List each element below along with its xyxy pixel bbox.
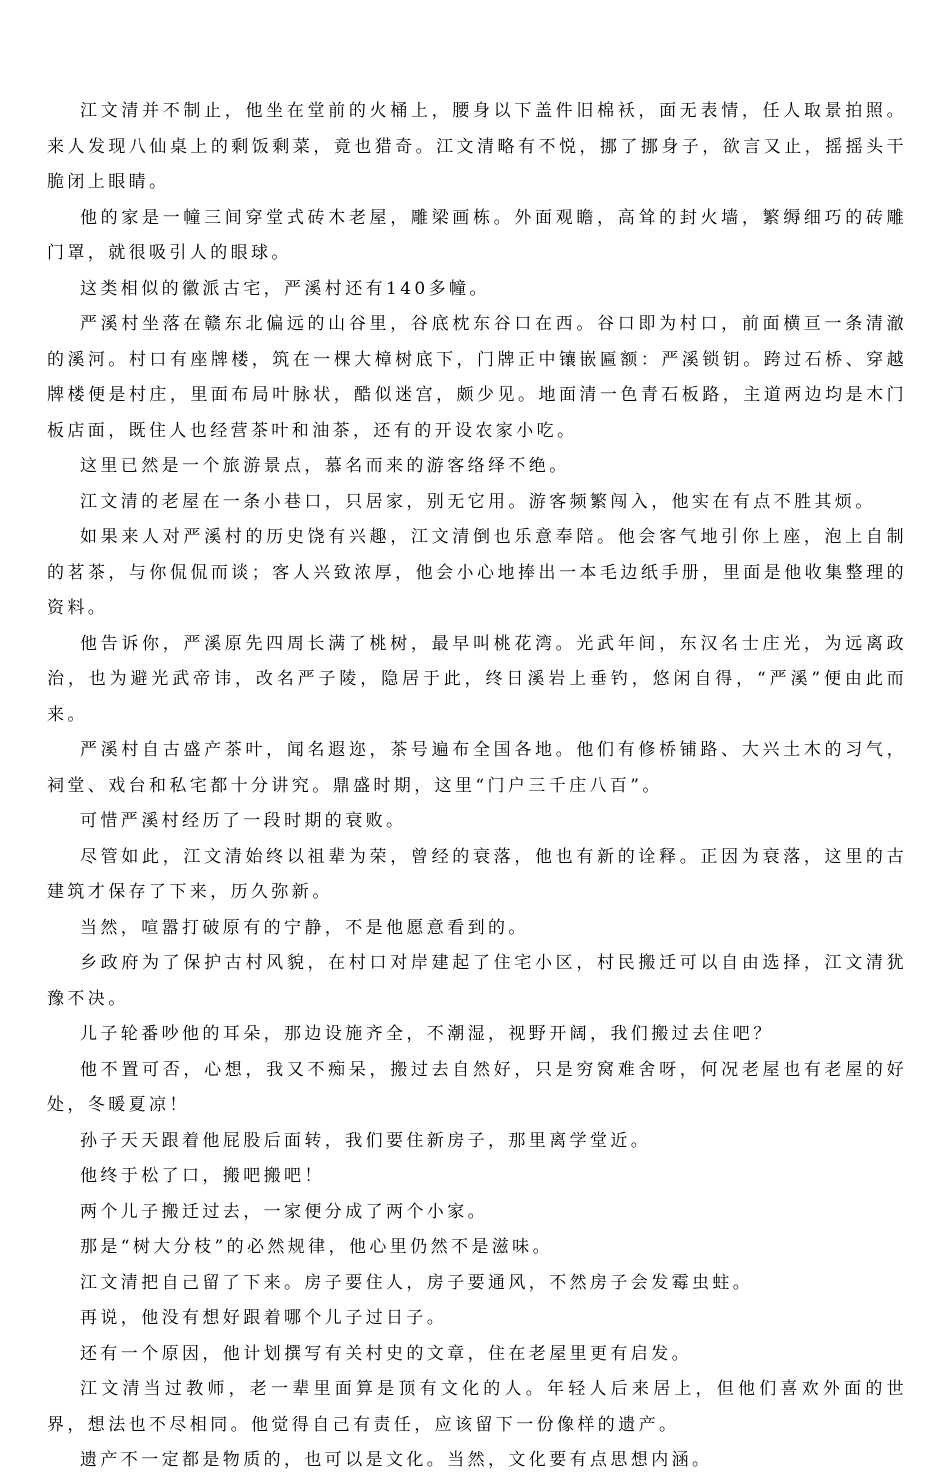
paragraph: 他的家是一幢三间穿堂式砖木老屋，雕梁画栋。外面观瞻，高耸的封火墙，繁缛细巧的砖雕门罩，就很吸引人的眼球。 <box>47 207 907 263</box>
paragraph: 他告诉你，严溪原先四周长满了桃树，最早叫桃花湾。光武年间，东汉名士庄光，为远离政治，也为避光武帝讳，改名严子陵，隐居于此，终日溪岩上垂钓，悠闲自得，“严溪”便由此而来。 <box>47 633 907 725</box>
paragraph: 遗产不一定都是物质的，也可以是文化。当然，文化要有点思想内涵。 <box>80 1450 713 1470</box>
paragraph: 江文清把自己留了下来。房子要住人，房子要通风，不然房子会发霉虫蛀。 <box>80 1272 754 1293</box>
document-body <box>47 94 907 1479</box>
paragraph: 他不置可否，心想，我又不痴呆，搬过去自然好，只是穷窝难舍呀，何况老屋也有老屋的好处，冬暖夏凉！ <box>47 1059 907 1115</box>
paragraph: 严溪村自古盛产茶叶，闻名遐迩，茶号遍布全国各地。他们有修桥铺路、大兴土木的习气，祠堂、戏台和私宅都十分讲究。鼎盛时期，这里“门户三千庄八百”。 <box>47 740 907 796</box>
paragraph: 当然，喧嚣打破原有的宁静，不是他愿意看到的。 <box>80 917 529 938</box>
paragraph: 江文清当过教师，老一辈里面算是顶有文化的人。年轻人后来居上，但他们喜欢外面的世界，想法也不尽相同。他觉得自己有责任，应该留下一份像样的遗产。 <box>47 1379 907 1435</box>
paragraph: 乡政府为了保护古村风貌，在村口对岸建起了住宅小区，村民搬迁可以自由选择，江文清犹豫不决。 <box>47 953 907 1009</box>
paragraph: 可惜严溪村经历了一段时期的衰败。 <box>80 811 407 831</box>
paragraph: 严溪村坐落在赣东北偏远的山谷里，谷底枕东谷口在西。谷口即为村口，前面横亘一条清澈的溪河。村口有座牌楼，筑在一棵大樟树底下，门牌正中镶嵌匾额：严溪锁钥。跨过石桥、穿越牌楼便是村庄，里面布局叶脉状，酷似迷宫，颇少见。地面清一色青石板路，主道两边均是木门板店面，既住人也经营茶叶和油茶，还有的开设农家小吃。 <box>47 314 907 441</box>
paragraph: 尽管如此，江文清始终以祖辈为荣，曾经的衰落，他也有新的诠释。正因为衰落，这里的古建筑才保存了下来，历久弥新。 <box>47 846 907 902</box>
paragraph: 那是“树大分枝”的必然规律，他心里仍然不是滋味。 <box>80 1237 553 1257</box>
paragraph: 这类相似的徽派古宅，严溪村还有140多幢。 <box>80 278 490 299</box>
paragraph: 这里已然是一个旅游景点，慕名而来的游客络绎不绝。 <box>80 456 570 476</box>
paragraph: 他终于松了口，搬吧搬吧！ <box>80 1166 325 1186</box>
paragraph: 江文清的老屋在一条小巷口，只居家，别无它用。游客频繁闯入，他实在有点不胜其烦。 <box>80 491 876 512</box>
paragraph: 还有一个原因，他计划撰写有关村史的文章，住在老屋里更有启发。 <box>80 1343 692 1364</box>
paragraph: 江文清并不制止，他坐在堂前的火桶上，腰身以下盖件旧棉袄，面无表情，任人取景拍照。来人发现八仙桌上的剩饭剩菜，竟也猎奇。江文清略有不悦，挪了挪身子，欲言又止，摇摇头干脆闭上眼睛。 <box>47 101 907 192</box>
paragraph: 如果来人对严溪村的历史饶有兴趣，江文清倒也乐意奉陪。他会客气地引你上座，泡上自制的茗茶，与你侃侃而谈；客人兴致浓厚，他会小心地捧出一本毛边纸手册，里面是他收集整理的资料。 <box>47 527 907 618</box>
paragraph: 孙子天天跟着他屁股后面转，我们要住新房子，那里离学堂近。 <box>80 1130 652 1151</box>
paragraph: 两个儿子搬迁过去，一家便分成了两个小家。 <box>80 1201 488 1222</box>
paragraph: 再说，他没有想好跟着哪个儿子过日子。 <box>80 1308 448 1328</box>
paragraph: 儿子轮番吵他的耳朵，那边设施齐全，不潮湿，视野开阔，我们搬过去住吧？ <box>80 1024 774 1044</box>
